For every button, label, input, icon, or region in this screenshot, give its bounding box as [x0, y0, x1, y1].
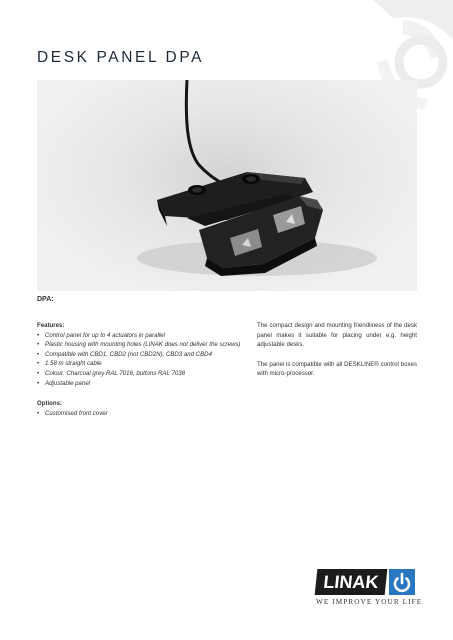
brand-tagline: WE IMPROVE YOUR LIFE [316, 598, 423, 606]
list-item: • Adjustable panel [37, 379, 242, 389]
product-photo [37, 80, 417, 291]
description-column [257, 321, 417, 389]
list-item: • 1.58 m straight cable [37, 359, 242, 369]
list-item: • Compatible with CBD1, CBD2 (not CBD2N), CBD3 and CBD4 [37, 350, 242, 360]
list-item: • Plastic housing with mounting holes (LINAK does not deliver the screws) [37, 340, 242, 350]
list-item: • Customised front cover [37, 409, 242, 419]
features-heading: Features: [37, 322, 65, 329]
options-heading: Options: [37, 400, 63, 408]
features-list [37, 331, 242, 389]
list-item: • Control panel for up to 4 actuators in parallel [37, 331, 242, 341]
photo-caption: DPA: [37, 296, 54, 303]
options-list [37, 409, 242, 419]
page-title: DESK PANEL DPA [37, 49, 205, 66]
features-column [37, 321, 242, 418]
description-paragraph: The panel is compatible with all DESKLINE® control boxes with micro-processor. [257, 360, 417, 378]
list-item: • Colour: Charcoal grey RAL 7016, buttons RAL 7038 [37, 369, 242, 379]
brand-wordmark: LINAK [315, 569, 388, 595]
power-icon [389, 569, 415, 595]
description-paragraph: The compact design and mounting friendliness of the desk panel makes it suitable for placing under e.g. height adjustable desks. [257, 322, 417, 349]
